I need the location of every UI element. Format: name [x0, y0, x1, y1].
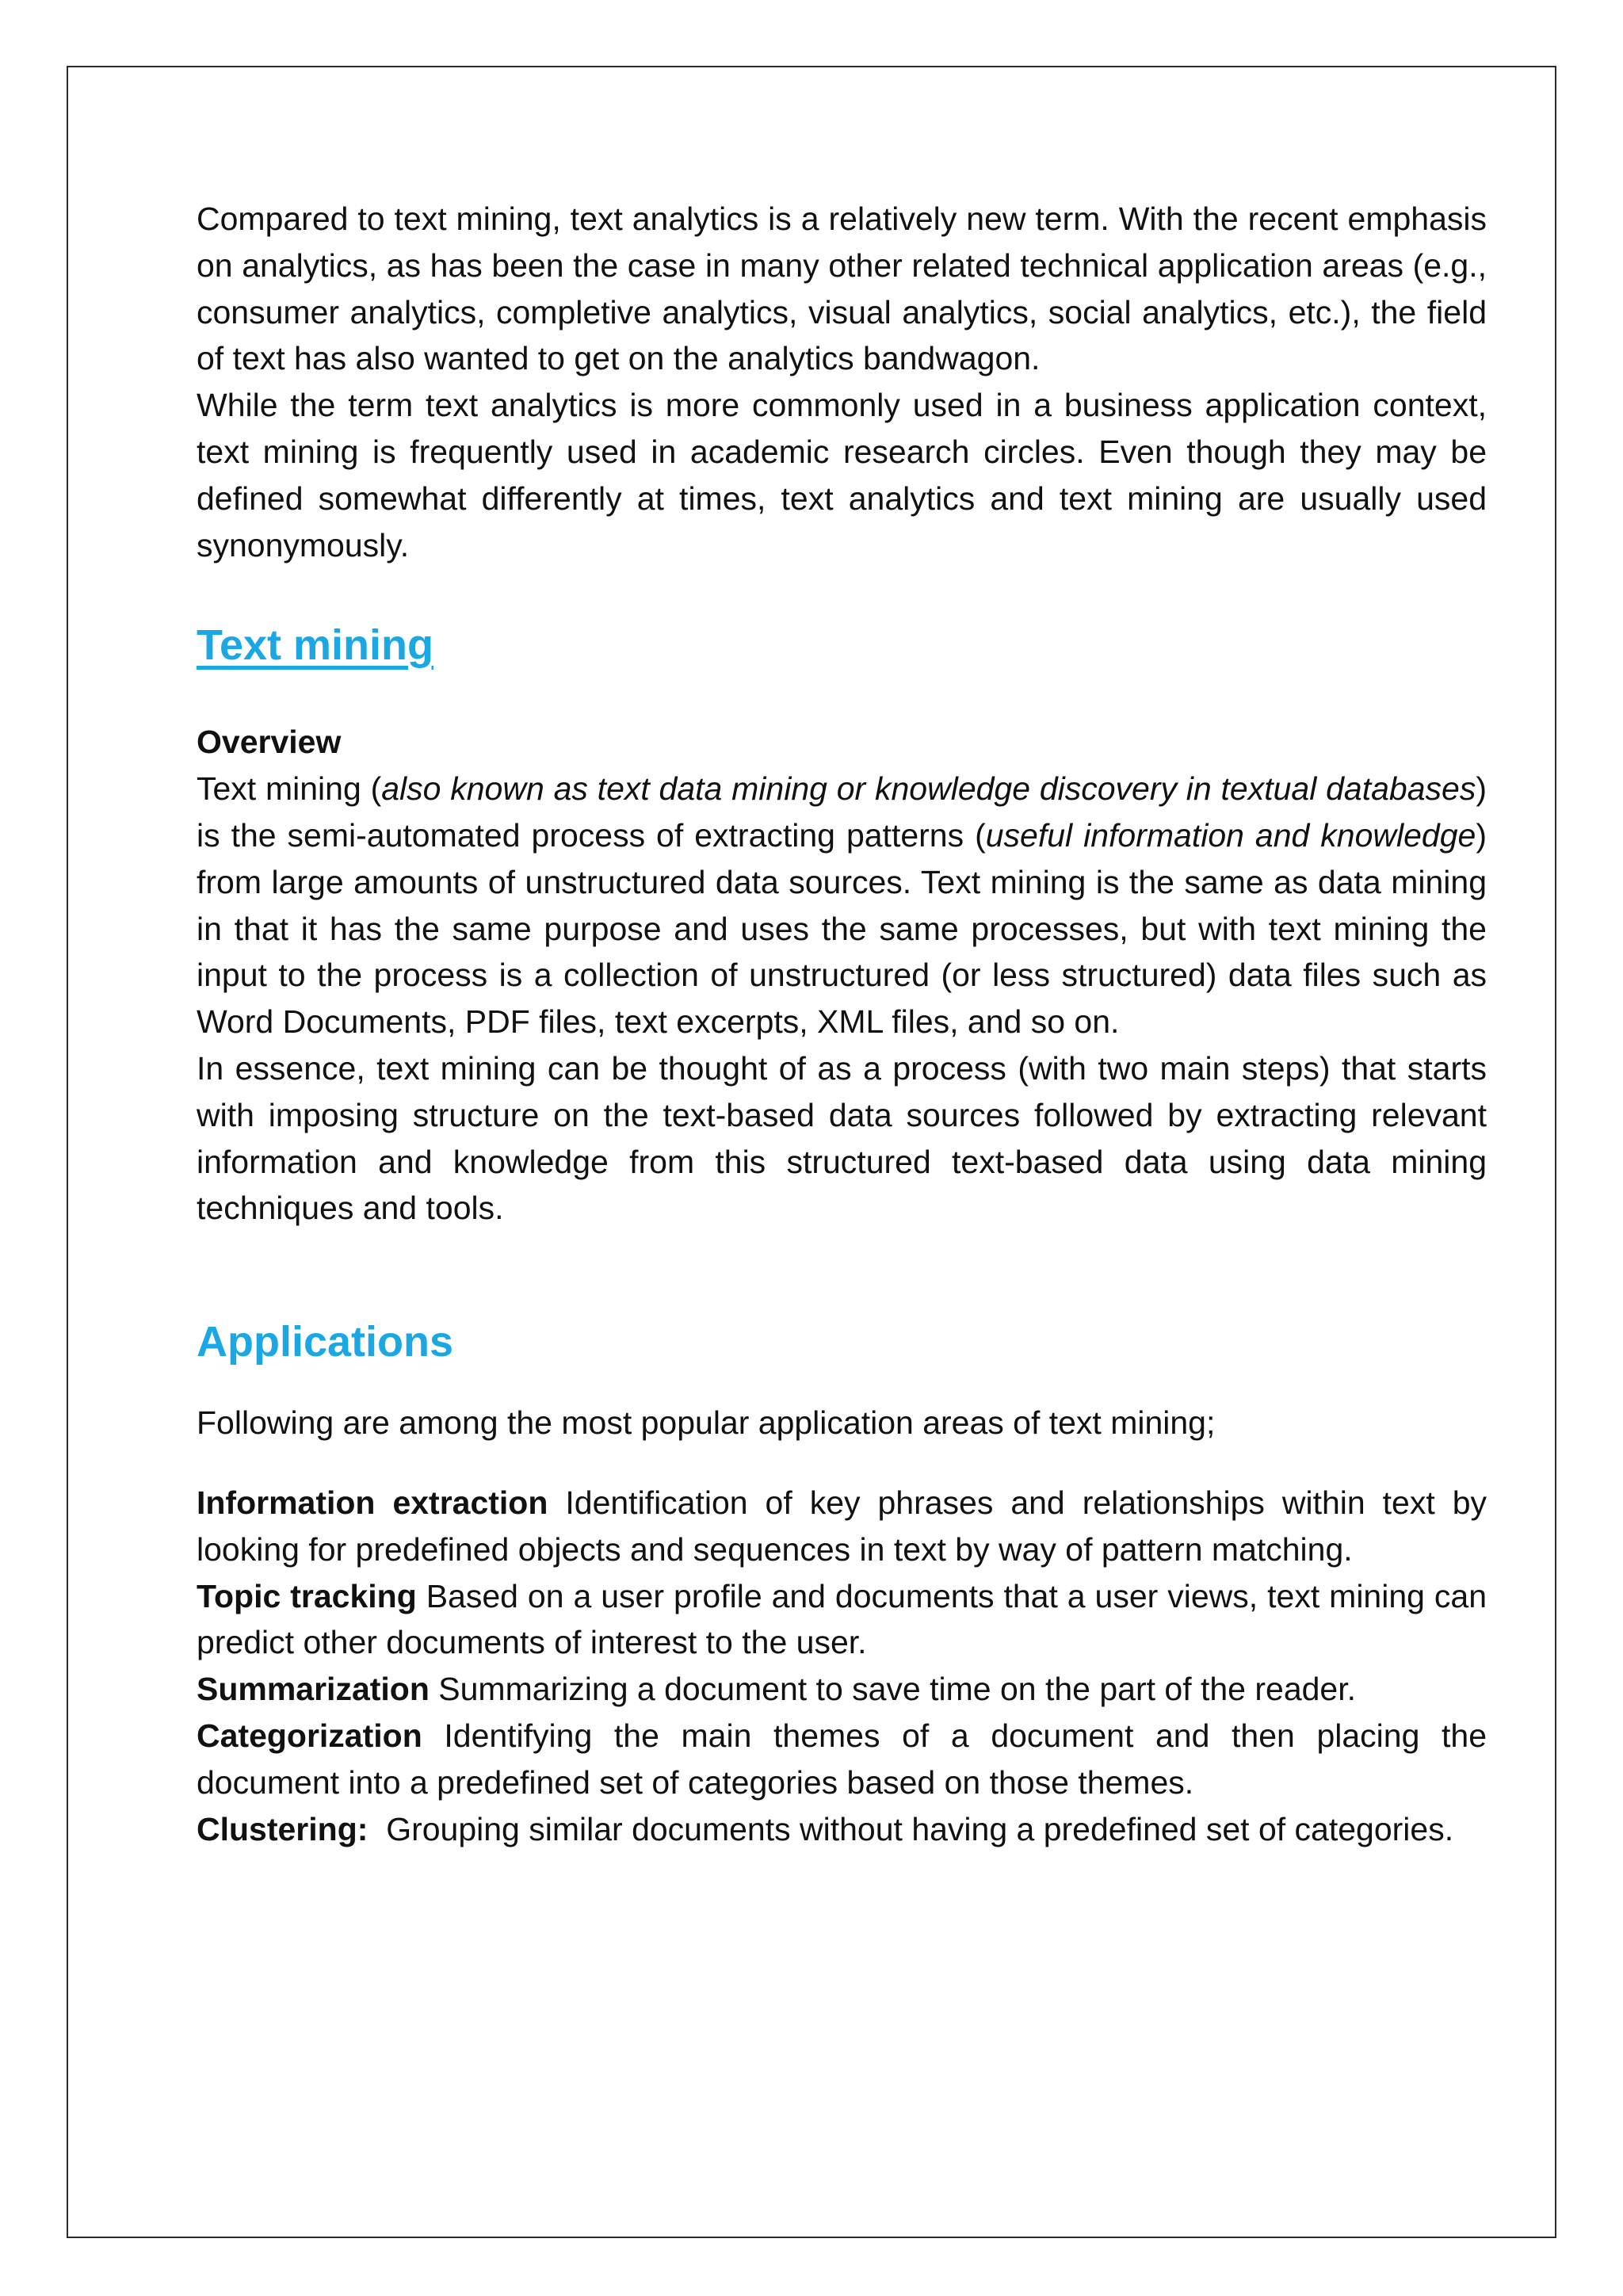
applications-list — [197, 1480, 1487, 1852]
applications-intro: Following are among the most popular application areas of text mining; — [197, 1404, 1216, 1442]
application-item-clustering — [197, 1806, 1487, 1853]
overview-text-3: ) from large amounts of unstructured data sources. Text mining is the same as data mining in that it has the same purpose and uses the same processes, but with text mining the input to the process is a collection of unstructured (or less structured) data files such as Word Documents, PDF files, text excerpts, XML files, and so on. — [197, 816, 1487, 1041]
intro-paragraph-1: Compared to text mining, text analytics is a relatively new term. With the recent emphasis on analytics, as has been the case in many other related technical application areas (e.g., consumer analytics, completive analytics, visual analytics, social analytics, etc.), the field of text has also wanted to get on the analytics bandwagon. — [197, 201, 1487, 377]
application-term: Categorization — [197, 1717, 422, 1754]
overview-paragraph-1 — [197, 766, 1487, 1045]
application-term: Topic tracking — [197, 1577, 417, 1614]
intro-paragraph-2: While the term text analytics is more commonly used in a business application context, text mining is frequently used in academic research circles. Even though they may be defined somewhat differently at times, text analytics and text mining are usually used synonymously. — [197, 387, 1487, 563]
overview-heading: Overview — [197, 724, 342, 761]
application-desc: Based on a user profile and documents that a user views, text mining can predict other documents of interest to the user. — [197, 1577, 1487, 1661]
application-item-information-extraction — [197, 1480, 1487, 1573]
overview-text-1: Text mining ( — [197, 770, 382, 808]
application-desc: Identification of key phrases and relationships within text by looking for predefined objects and sequences in text by way of pattern matching. — [197, 1484, 1487, 1568]
document-body — [197, 196, 1487, 1852]
application-item-topic-tracking — [197, 1573, 1487, 1667]
application-term: Information extraction — [197, 1484, 548, 1521]
overview-paragraph-2: In essence, text mining can be thought of as a process (with two main steps) that starts with imposing structure on the text-based data sources followed by extracting relevant information and knowledge from this structured text-based data using data mining techniques and tools. — [197, 1049, 1487, 1227]
application-desc: Identifying the main themes of a document and then placing the document into a predefined set of categories based on those themes. — [197, 1717, 1487, 1801]
application-item-summarization — [197, 1666, 1487, 1713]
overview-text-2: ) is the semi-automated process of extracting patterns ( — [197, 770, 1487, 854]
application-term: Summarization — [197, 1671, 430, 1708]
overview-italic-1: also known as text data mining or knowledge discovery in textual databases — [381, 770, 1476, 808]
text-mining-heading: Text mining — [197, 621, 434, 670]
overview-italic-2: useful information and knowledge — [985, 816, 1476, 854]
application-desc: Grouping similar documents without having a predefined set of categories. — [368, 1810, 1454, 1847]
application-desc: Summarizing a document to save time on the part of the reader. — [429, 1671, 1357, 1708]
application-term: Clustering: — [197, 1810, 369, 1847]
applications-heading: Applications — [197, 1318, 454, 1366]
application-item-categorization — [197, 1713, 1487, 1806]
